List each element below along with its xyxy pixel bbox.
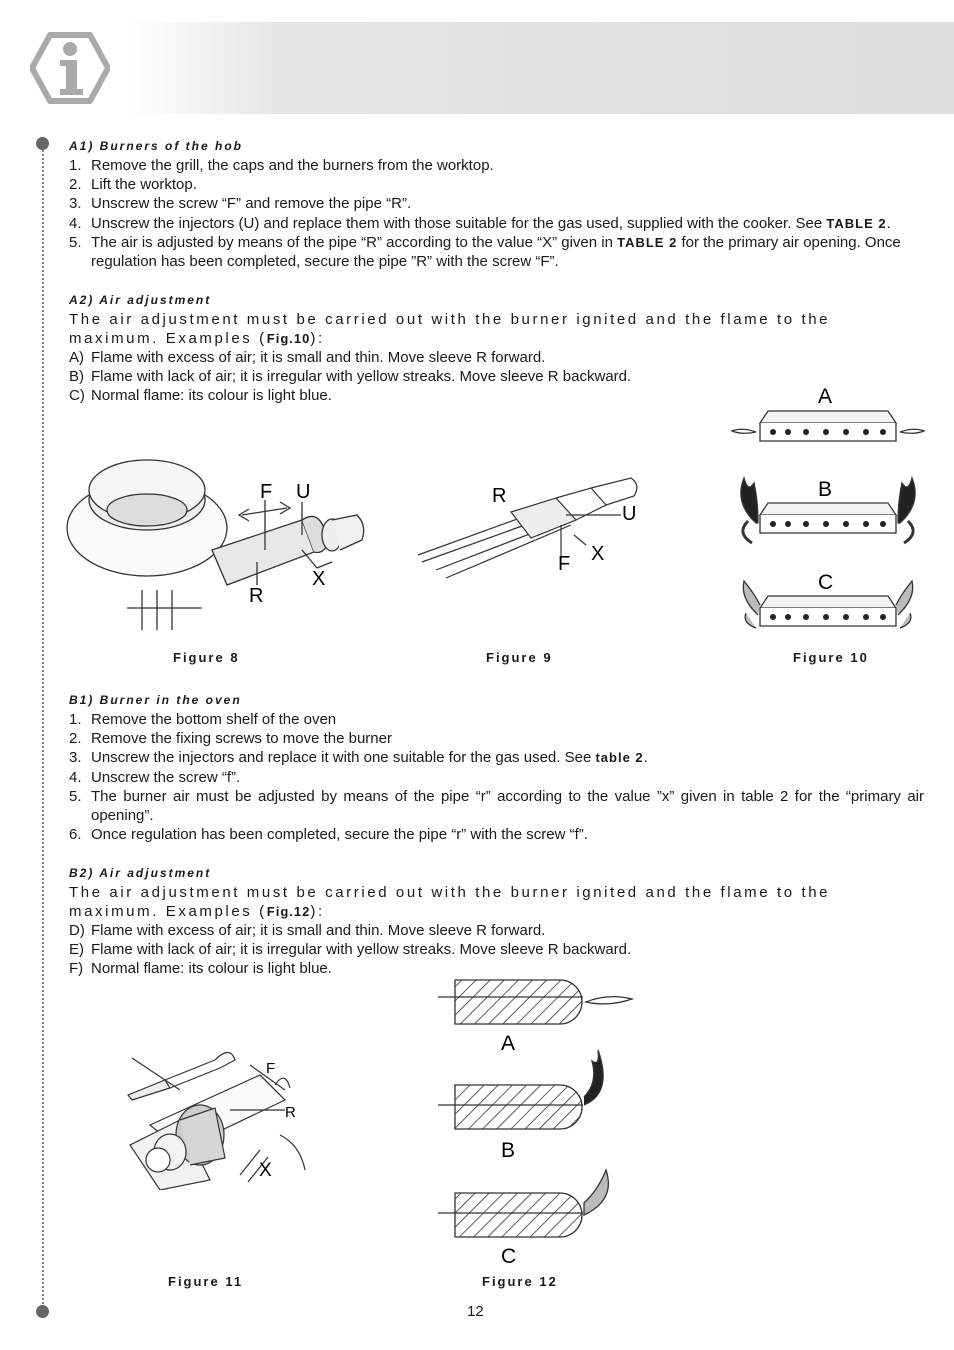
figure-12-drawing (438, 975, 638, 1265)
figure-8-drawing (62, 440, 372, 640)
fig9-label-r: R (492, 485, 507, 507)
list-item-text: Unscrew the screw “F” and remove the pipe “R”. (91, 195, 412, 213)
list-item-number: C) (69, 387, 85, 405)
fig12-label-a: A (501, 1032, 516, 1055)
list-item-number: 4. (69, 768, 82, 786)
fig8-label-f: F (260, 481, 273, 503)
figure-10-drawing (728, 383, 928, 643)
list-item (69, 233, 924, 271)
table-reference: TABLE 2 (826, 215, 887, 231)
list-item (69, 748, 924, 767)
list-item-text: Flame with lack of air; it is irregular with yellow streaks. Move sleeve R backward. (91, 368, 632, 386)
list-item-number: 1. (69, 157, 82, 174)
fig9-label-f: F (558, 553, 571, 575)
figure-9-drawing (416, 470, 646, 580)
list-item-number: 1. (69, 711, 82, 728)
list-item (69, 194, 924, 213)
fig11-label-r: R (285, 1104, 296, 1121)
page-number: 12 (467, 1303, 484, 1320)
list-item (69, 175, 924, 194)
figure-10-caption: Figure 10 (793, 650, 869, 665)
list-item-text: Remove the bottom shelf of the oven (91, 711, 337, 728)
list-b2 (69, 921, 924, 979)
list-item-text: Unscrew the injectors and replace it with one suitable for the gas used. See table 2. (91, 749, 648, 767)
list-item-text: Once regulation has been completed, secure the pipe “r” with the screw “f”. (91, 826, 588, 844)
list-item-number: 5. (69, 787, 82, 805)
list-item-number: 2. (69, 730, 82, 748)
fig12-label-b: B (501, 1139, 516, 1162)
intro-a2: The air adjustment must be carried out with the burner ignited and the flame to the maximum. Examples (Fig.10): (69, 311, 831, 348)
list-item (69, 768, 924, 787)
list-item-number: 4. (69, 214, 82, 232)
figure-8-caption: Figure 8 (173, 650, 240, 665)
list-item-text: The burner air must be adjusted by means of the pipe “r” according to the value ”x” given in table 2 for the “primary air opening”. (91, 787, 924, 825)
fig10-label-a: A (818, 385, 833, 408)
figure-12-caption: Figure 12 (482, 1274, 558, 1289)
list-a1 (69, 156, 924, 271)
figure-11-caption: Figure 11 (168, 1274, 244, 1289)
list-item-number: 3. (69, 749, 82, 767)
list-item (69, 348, 924, 367)
list-item-number: F) (69, 960, 84, 978)
list-item-number: B) (69, 368, 84, 386)
figure-11-drawing (120, 1040, 320, 1190)
list-item-number: 3. (69, 195, 82, 213)
list-item-text: Flame with lack of air; it is irregular with yellow streaks. Move sleeve R backward. (91, 941, 632, 959)
header-bar (128, 22, 954, 114)
list-item (69, 729, 924, 748)
list-item (69, 710, 924, 729)
heading-b1: B1) Burner in the oven (69, 693, 242, 707)
list-item-text: Remove the fixing screws to move the burner (91, 730, 392, 748)
fig8-label-u: U (296, 481, 311, 503)
fig8-label-x: X (312, 568, 326, 590)
heading-b2: B2) Air adjustment (69, 866, 212, 880)
heading-a1: A1) Burners of the hob (69, 139, 244, 153)
figure-9-caption: Figure 9 (486, 650, 553, 665)
fig12-label-c: C (501, 1245, 517, 1265)
intro-b2: The air adjustment must be carried out with the burner ignited and the flame to the maximum. Examples (Fig.12): (69, 884, 831, 921)
list-item-text: Unscrew the injectors (U) and replace them with those suitable for the gas used, supplied with the cooker. See TABLE 2. (91, 214, 891, 232)
table-reference: TABLE 2 (617, 234, 678, 250)
list-item (69, 921, 924, 940)
list-item (69, 214, 924, 233)
list-item-text: Normal flame: its colour is light blue. (91, 387, 332, 405)
list-item (69, 825, 924, 844)
fig10-label-c: C (818, 571, 834, 594)
table-reference: table 2 (595, 750, 644, 766)
list-item-text: Remove the grill, the caps and the burners from the worktop. (91, 157, 494, 174)
fig10-label-b: B (818, 478, 833, 501)
fig11-label-f: F (266, 1060, 276, 1077)
list-item-text: Flame with excess of air; it is small and thin. Move sleeve R forward. (91, 349, 546, 366)
list-item (69, 156, 924, 175)
list-item-text: Unscrew the screw “f”. (91, 768, 241, 786)
rail-dot-top (36, 137, 49, 150)
list-item (69, 787, 924, 825)
heading-a2: A2) Air adjustment (69, 293, 212, 307)
fig8-label-r: R (249, 585, 264, 607)
left-rail (42, 143, 44, 1311)
list-item-text: Lift the worktop. (91, 176, 197, 194)
list-item-number: 2. (69, 176, 82, 194)
list-item-text: The air is adjusted by means of the pipe “R” according to the value “X” given in TABLE 2 for the primary air opening. Once regulation has been completed, secure the pipe ”R” with the screw “F”. (91, 233, 901, 271)
rail-dot-bottom (36, 1305, 49, 1318)
list-item-text: Flame with excess of air; it is small and thin. Move sleeve R forward. (91, 922, 546, 939)
fig9-label-x: X (591, 543, 605, 565)
info-icon (30, 32, 110, 104)
list-item-number: D) (69, 922, 85, 939)
list-item-number: A) (69, 349, 84, 366)
list-item-number: E) (69, 941, 84, 959)
list-item-number: 6. (69, 826, 82, 844)
fig9-label-u: U (622, 503, 637, 525)
list-item-number: 5. (69, 233, 82, 251)
list-b1 (69, 710, 924, 844)
list-item-text: Normal flame: its colour is light blue. (91, 960, 332, 978)
list-item (69, 940, 924, 959)
fig11-label-x: X (259, 1160, 272, 1181)
